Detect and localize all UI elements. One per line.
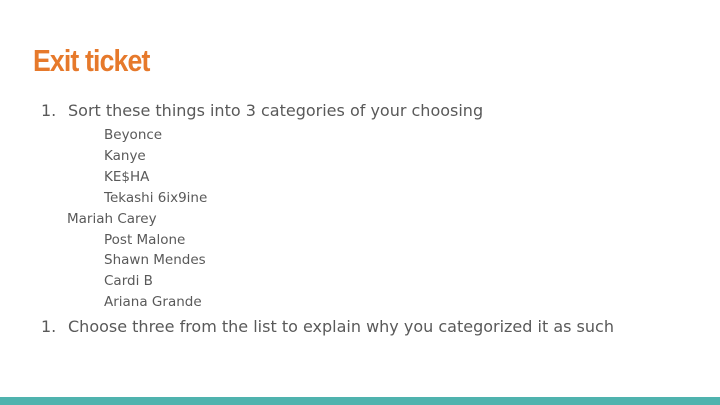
- list-item: Mariah Carey: [67, 211, 157, 227]
- list-item: Beyonce: [104, 127, 163, 143]
- list-item: Shawn Mendes: [104, 252, 206, 268]
- list-item: Ariana Grande: [104, 294, 202, 310]
- question-text: Choose three from the list to explain why you categorized it as such: [68, 317, 614, 336]
- list-item: Tekashi 6ix9ine: [104, 190, 208, 206]
- list-item: Cardi B: [104, 273, 153, 289]
- accent-bar: [0, 397, 720, 405]
- list-item: Kanye: [104, 148, 146, 164]
- list-item: KE$HA: [104, 169, 150, 185]
- slide-title: Exit ticket: [33, 43, 150, 78]
- question-number: 1.: [41, 317, 57, 336]
- list-item: Post Malone: [104, 232, 186, 248]
- question-text: Sort these things into 3 categories of your choosing: [68, 101, 484, 120]
- question-number: 1.: [41, 101, 57, 120]
